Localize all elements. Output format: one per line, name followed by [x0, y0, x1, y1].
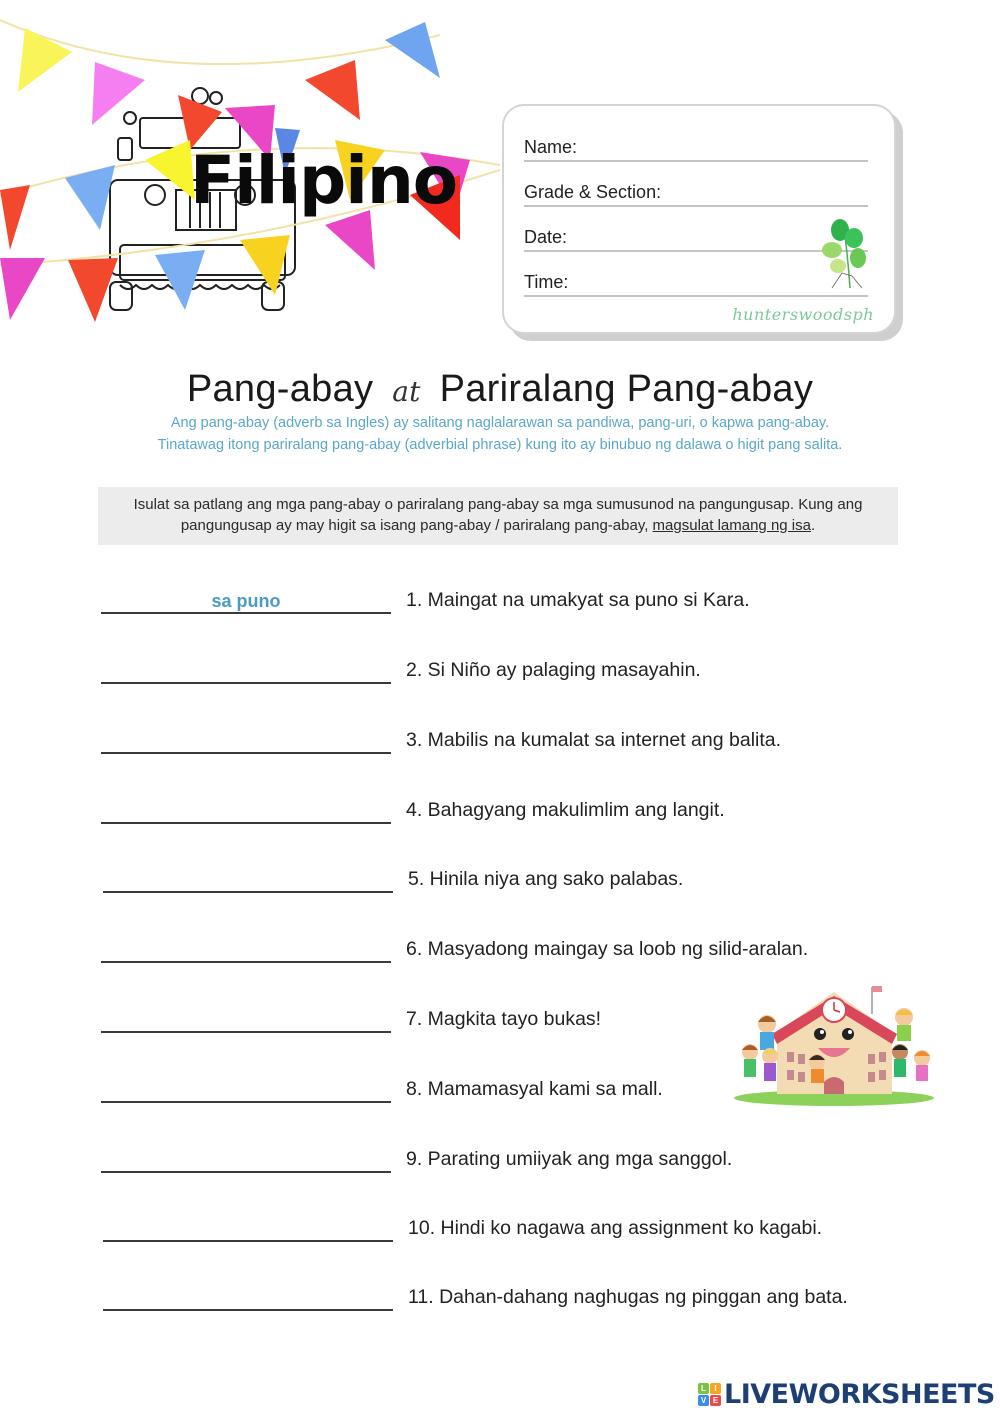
question-text-5: 5. Hinila niya ang sako palabas. — [408, 868, 684, 890]
question-item-3 — [0, 722, 1000, 762]
answer-input-2[interactable] — [101, 660, 391, 684]
answer-input-8[interactable] — [101, 1079, 391, 1103]
definition-line-1: Ang pang-abay (adverb sa Ingles) ay salitang naglalarawan sa pandiwa, pang-uri, o kapwa pang-abay. — [170, 415, 830, 431]
question-item-6 — [0, 931, 1000, 971]
question-item-10 — [0, 1210, 1000, 1250]
answer-input-6[interactable] — [101, 939, 391, 963]
grade-section-field[interactable] — [524, 179, 868, 207]
question-text-9: 9. Parating umiiyak ang mga sanggol. — [406, 1148, 733, 1170]
question-text-3: 3. Mabilis na kumalat sa internet ang balita. — [406, 729, 782, 751]
question-text-1: 1. Maingat na umakyat sa puno si Kara. — [406, 589, 750, 611]
answer-input-3[interactable] — [101, 730, 391, 754]
instructions-text: Isulat sa patlang ang mga pang-abay o pariralang pang-abay sa mga sumusunod na pangungusap. Kung ang pangungusap ay may higit sa isang pang-abay / pariralang pang-abay, — [133, 496, 863, 534]
answer-input-1[interactable] — [101, 590, 391, 614]
question-text-4: 4. Bahagyang makulimlim ang langit. — [406, 799, 725, 821]
signature-watermark: hunterswoodsph — [732, 305, 874, 324]
answer-input-7[interactable] — [101, 1009, 391, 1033]
liveworksheets-logo[interactable] — [698, 1379, 995, 1410]
question-item-11 — [0, 1279, 1000, 1319]
title-connector: at — [392, 375, 421, 408]
question-text-7: 7. Magkita tayo bukas! — [406, 1008, 602, 1030]
live-blocks-icon: L I V E — [698, 1383, 721, 1406]
question-text-6: 6. Masyadong maingay sa loob ng silid-aralan. — [406, 938, 809, 960]
definition-line-2: Tinatawag itong pariralang pang-abay (adverbial phrase) kung ito ay binubuo ng dalawa o higit pang salita. — [157, 437, 843, 453]
question-text-2: 2. Si Niño ay palaging masayahin. — [406, 659, 701, 681]
lesson-title — [0, 368, 1000, 411]
title-part1: Pang-abay — [186, 368, 374, 410]
subject-title: Filipino — [190, 142, 458, 219]
school-children-illustration — [732, 982, 937, 1107]
date-field[interactable] — [524, 224, 868, 252]
question-text-8: 8. Mamamasyal kami sa mall. — [406, 1078, 663, 1100]
logo-text: LIVEWORKSHEETS — [724, 1379, 995, 1410]
title-part2: Pariralang Pang-abay — [439, 368, 814, 410]
name-field[interactable] — [524, 134, 868, 162]
grade-section-label: Grade & Section: — [524, 182, 662, 202]
answer-input-9[interactable] — [101, 1149, 391, 1173]
instructions-box: Isulat sa patlang ang mga pang-abay o pariralang pang-abay sa mga sumusunod na pangungusap. Kung ang pangungusap ay may higit sa isang pang-abay / pariralang pang-abay, magsulat lamang ng isa. — [98, 487, 898, 545]
name-label: Name: — [524, 137, 578, 157]
answer-input-11[interactable] — [103, 1287, 393, 1311]
plant-icon — [822, 218, 872, 290]
instructions-emphasis: magsulat lamang ng isa — [652, 517, 811, 534]
question-item-9 — [0, 1141, 1000, 1181]
student-info-card — [502, 104, 896, 334]
question-text-11: 11. Dahan-dahang naghugas ng pinggan ang bata. — [408, 1286, 848, 1308]
time-label: Time: — [524, 272, 569, 292]
date-label: Date: — [524, 227, 568, 247]
answer-input-10[interactable] — [103, 1218, 393, 1242]
question-text-10: 10. Hindi ko nagawa ang assignment ko kagabi. — [408, 1217, 823, 1239]
answer-input-4[interactable] — [101, 800, 391, 824]
question-item-5 — [0, 861, 1000, 901]
time-field[interactable] — [524, 269, 868, 297]
question-item-2 — [0, 652, 1000, 692]
answer-input-5[interactable] — [103, 869, 393, 893]
question-item-1 — [0, 582, 1000, 622]
question-item-4 — [0, 792, 1000, 832]
header-banner — [0, 0, 500, 340]
